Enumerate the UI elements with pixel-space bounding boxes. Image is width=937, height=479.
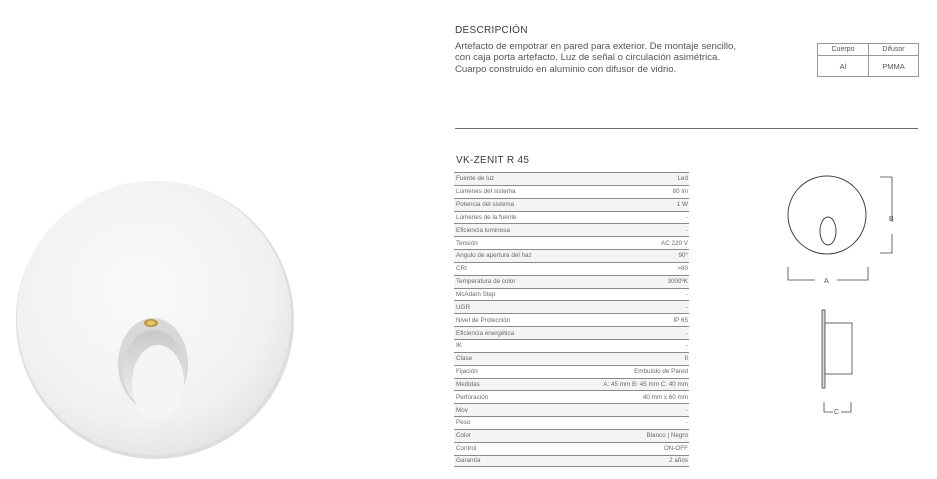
spec-value: Led: [677, 175, 688, 183]
spec-label: Tensión: [456, 239, 478, 247]
spec-label: Nivel de Protección: [456, 316, 511, 324]
description-line: con caja porta artefacto. Luz de señal o circulación asimétrica.: [455, 52, 721, 64]
side-flange: [822, 310, 825, 388]
spec-label: McAdam Step: [456, 291, 496, 299]
spec-value: ON-OFF: [663, 445, 688, 453]
spec-label: Fijación: [456, 368, 478, 376]
model-title: VK-ZENIT R 45: [456, 155, 530, 166]
spec-label: Mov: [456, 406, 468, 414]
spec-value: -: [685, 329, 688, 337]
spec-value: II: [684, 355, 688, 363]
spec-table: [454, 172, 689, 467]
spec-label: Angulo de apertura del haz: [456, 252, 532, 260]
spec-label: Clase: [456, 355, 473, 363]
side-view-diagram: [812, 308, 862, 418]
spec-value: Embutido de Pared: [634, 368, 688, 376]
spec-value: 3000ºK: [667, 278, 688, 286]
spec-row: [454, 403, 689, 416]
spec-label: Color: [456, 432, 472, 440]
spec-value: Blanco | Negro: [646, 432, 688, 440]
description-text: [455, 41, 785, 75]
spec-label: Eficiencia energética: [456, 329, 515, 337]
spec-row: [454, 288, 689, 301]
spec-label: Medidas: [456, 380, 480, 388]
materials-header-diffuser: Difusor: [868, 44, 918, 56]
spec-label: Temperatura de color: [456, 278, 516, 286]
dimension-b-label: B: [889, 216, 894, 223]
spec-value: -: [685, 342, 688, 350]
spec-row: [454, 172, 689, 185]
spec-row: [454, 185, 689, 198]
description-line: Cuarpo construido en aluminio con difusor de vidrio.: [455, 63, 677, 75]
spec-label: Control: [456, 445, 477, 453]
spec-label: Potencia del sistema: [456, 201, 515, 209]
spec-value: 80 lm: [672, 188, 688, 196]
spec-value: 2 años: [669, 457, 688, 465]
spec-value: -: [685, 291, 688, 299]
materials-header-body: Cuerpo: [818, 44, 869, 56]
spec-row: [454, 339, 689, 352]
spec-value: AC 220 V: [661, 239, 688, 247]
spec-row: [454, 236, 689, 249]
spec-value: -: [685, 303, 688, 311]
spec-label: UGR: [456, 303, 470, 311]
spec-value: 90°: [678, 252, 688, 260]
spec-row: [454, 262, 689, 275]
side-body: [825, 323, 852, 374]
spec-label: Fuente de luz: [456, 175, 495, 183]
description-line: Artefacto de empotrar en pared para exterior. De montaje sencillo,: [455, 41, 737, 52]
spec-label: Garantía: [456, 457, 481, 465]
spec-value: -: [685, 406, 688, 414]
spec-label: Lúmenes de la fuente: [456, 213, 517, 221]
materials-value-diffuser: PMMA: [868, 56, 918, 77]
spec-row: [454, 455, 689, 468]
spec-value: 40 mm x 60 mm: [642, 393, 688, 401]
front-outline: [788, 176, 866, 254]
spec-label: Lúmenes del sistema: [456, 188, 516, 196]
spec-row: [454, 365, 689, 378]
description-title: DESCRIPCIÓN: [455, 25, 528, 36]
spec-row: [454, 198, 689, 211]
spec-row: [454, 390, 689, 403]
spec-label: Perforación: [456, 393, 489, 401]
front-view-diagram: [780, 172, 900, 287]
spec-value: -: [685, 213, 688, 221]
spec-row: [454, 300, 689, 313]
product-photo: [0, 160, 300, 470]
spec-row: [454, 416, 689, 429]
dimension-c-label: C: [834, 409, 840, 416]
spec-label: Eficiencia luminosa: [456, 226, 510, 234]
spec-row: [454, 249, 689, 262]
spec-row: [454, 211, 689, 224]
spec-row: [454, 429, 689, 442]
spec-row: [454, 326, 689, 339]
section-divider: [455, 128, 918, 129]
spec-row: [454, 275, 689, 288]
spec-label: IK: [456, 342, 462, 350]
spec-row: [454, 352, 689, 365]
spec-value: A: 45 mm B: 45 mm C: 40 mm: [603, 380, 688, 388]
spec-value: -: [685, 226, 688, 234]
dimension-b-line: [880, 177, 892, 253]
spec-value: >80: [677, 265, 688, 273]
spec-value: -: [685, 419, 688, 427]
spec-row: [454, 442, 689, 455]
spec-row: [454, 223, 689, 236]
spec-label: Peso: [456, 419, 471, 427]
materials-table: [817, 43, 919, 77]
spec-value: IP 65: [673, 316, 688, 324]
spec-value: 1 W: [676, 201, 688, 209]
spec-label: CRI: [456, 265, 467, 273]
dimension-a-label: A: [824, 278, 829, 285]
front-aperture: [820, 217, 836, 245]
spec-row: [454, 313, 689, 326]
spec-row: [454, 378, 689, 391]
materials-value-body: Al: [818, 56, 869, 77]
